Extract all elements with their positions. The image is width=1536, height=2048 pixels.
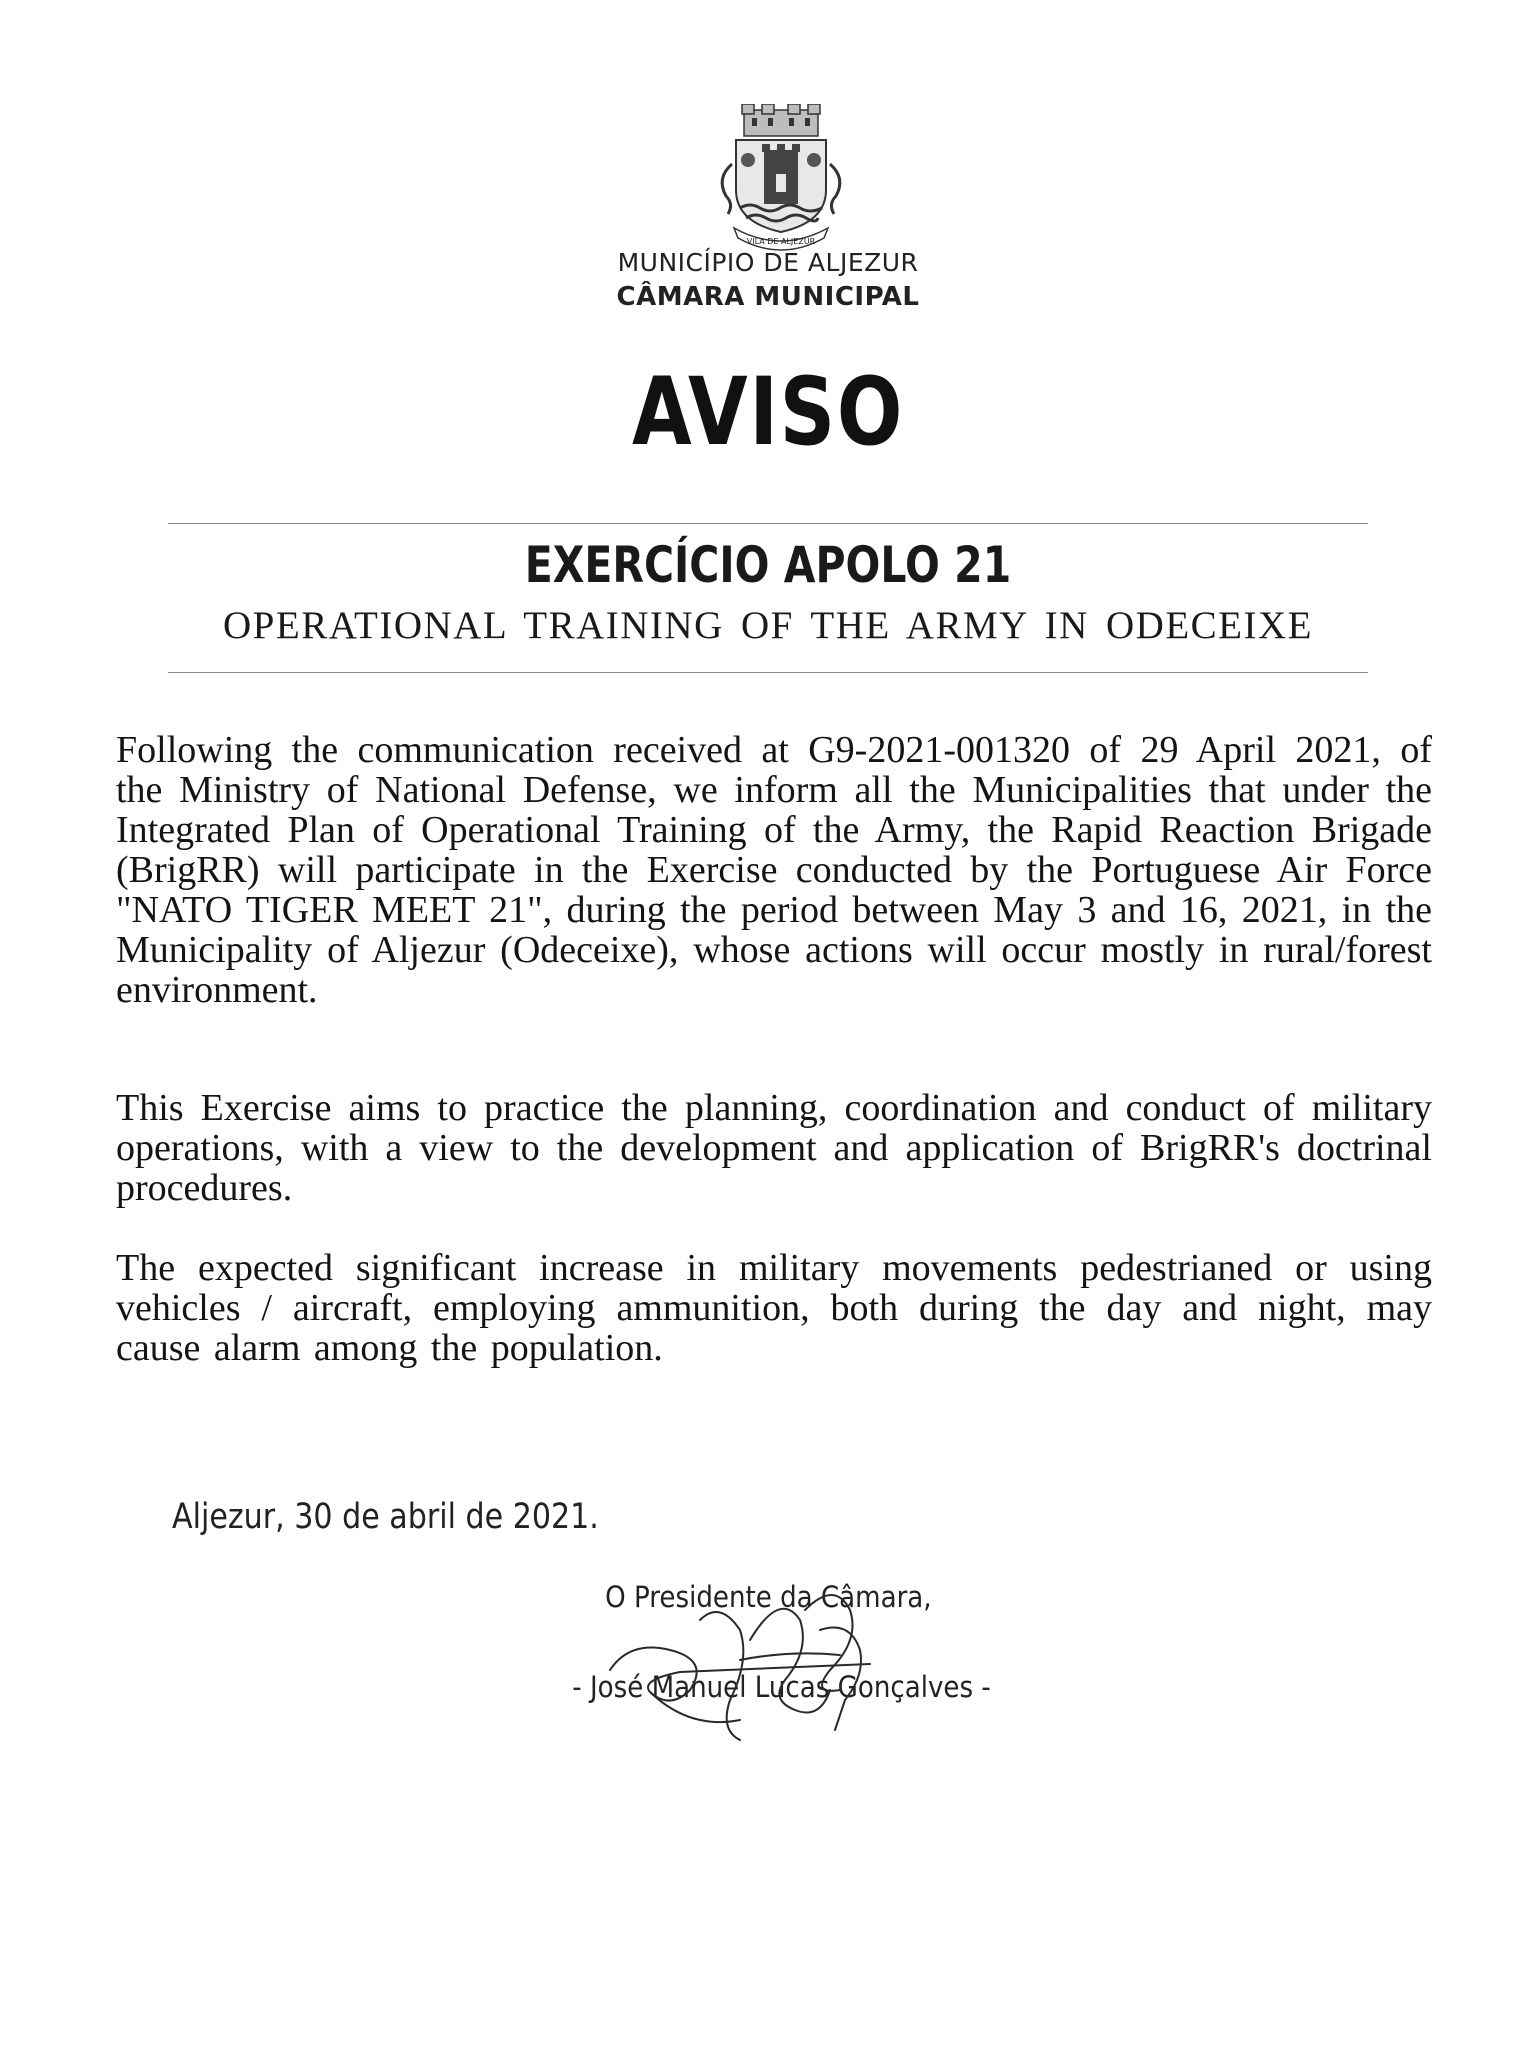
notice-title: AVISO bbox=[631, 358, 904, 467]
divider-bottom bbox=[168, 672, 1368, 673]
municipality-name: MUNICÍPIO DE ALJEZUR bbox=[617, 248, 919, 277]
body-paragraph-1: Following the communication received at G9-2021-001320 of 29 April 2021, of the Ministry of National Defense, we inform all the Municipalities that under the Integrated Plan of Operational Training of the Army, the Rapid Reaction Brigade (BrigRR) will participate in the Exercise conducted by the Portuguese Air Force "NATO TIGER MEET 21", during the period between May 3 and 16, 2021, in the Municipality of Aljezur (Odeceixe), whose actions will occur mostly in rural/forest environment. bbox=[116, 729, 1432, 1011]
place-date: Aljezur, 30 de abril de 2021. bbox=[172, 1497, 599, 1537]
municipal-crest-icon bbox=[706, 104, 856, 254]
crest-motto: VILA DE ALJEZUR bbox=[746, 237, 816, 246]
handwritten-signature-icon bbox=[590, 1580, 950, 1750]
exercise-title: EXERCÍCIO APOLO 21 bbox=[524, 536, 1012, 594]
body-paragraph-2: This Exercise aims to practice the planning, coordination and conduct of military operations, with a view to the development and application of BrigRR's doctrinal procedures. bbox=[116, 1087, 1432, 1209]
signatory-title-text: O Presidente da Câmara, bbox=[604, 1580, 932, 1614]
body-paragraph-3: The expected significant increase in military movements pedestrianed or using vehicles / aircraft, employing ammunition, both during the day and night, may cause alarm among the population. bbox=[116, 1247, 1432, 1369]
signatory-name-text: - José Manuel Lucas Gonçalves - bbox=[572, 1670, 992, 1704]
council-name: CÂMARA MUNICIPAL bbox=[616, 282, 920, 312]
exercise-subtitle: OPERATIONAL TRAINING OF THE ARMY IN ODECEIXE bbox=[223, 604, 1313, 647]
divider-top bbox=[168, 523, 1368, 524]
